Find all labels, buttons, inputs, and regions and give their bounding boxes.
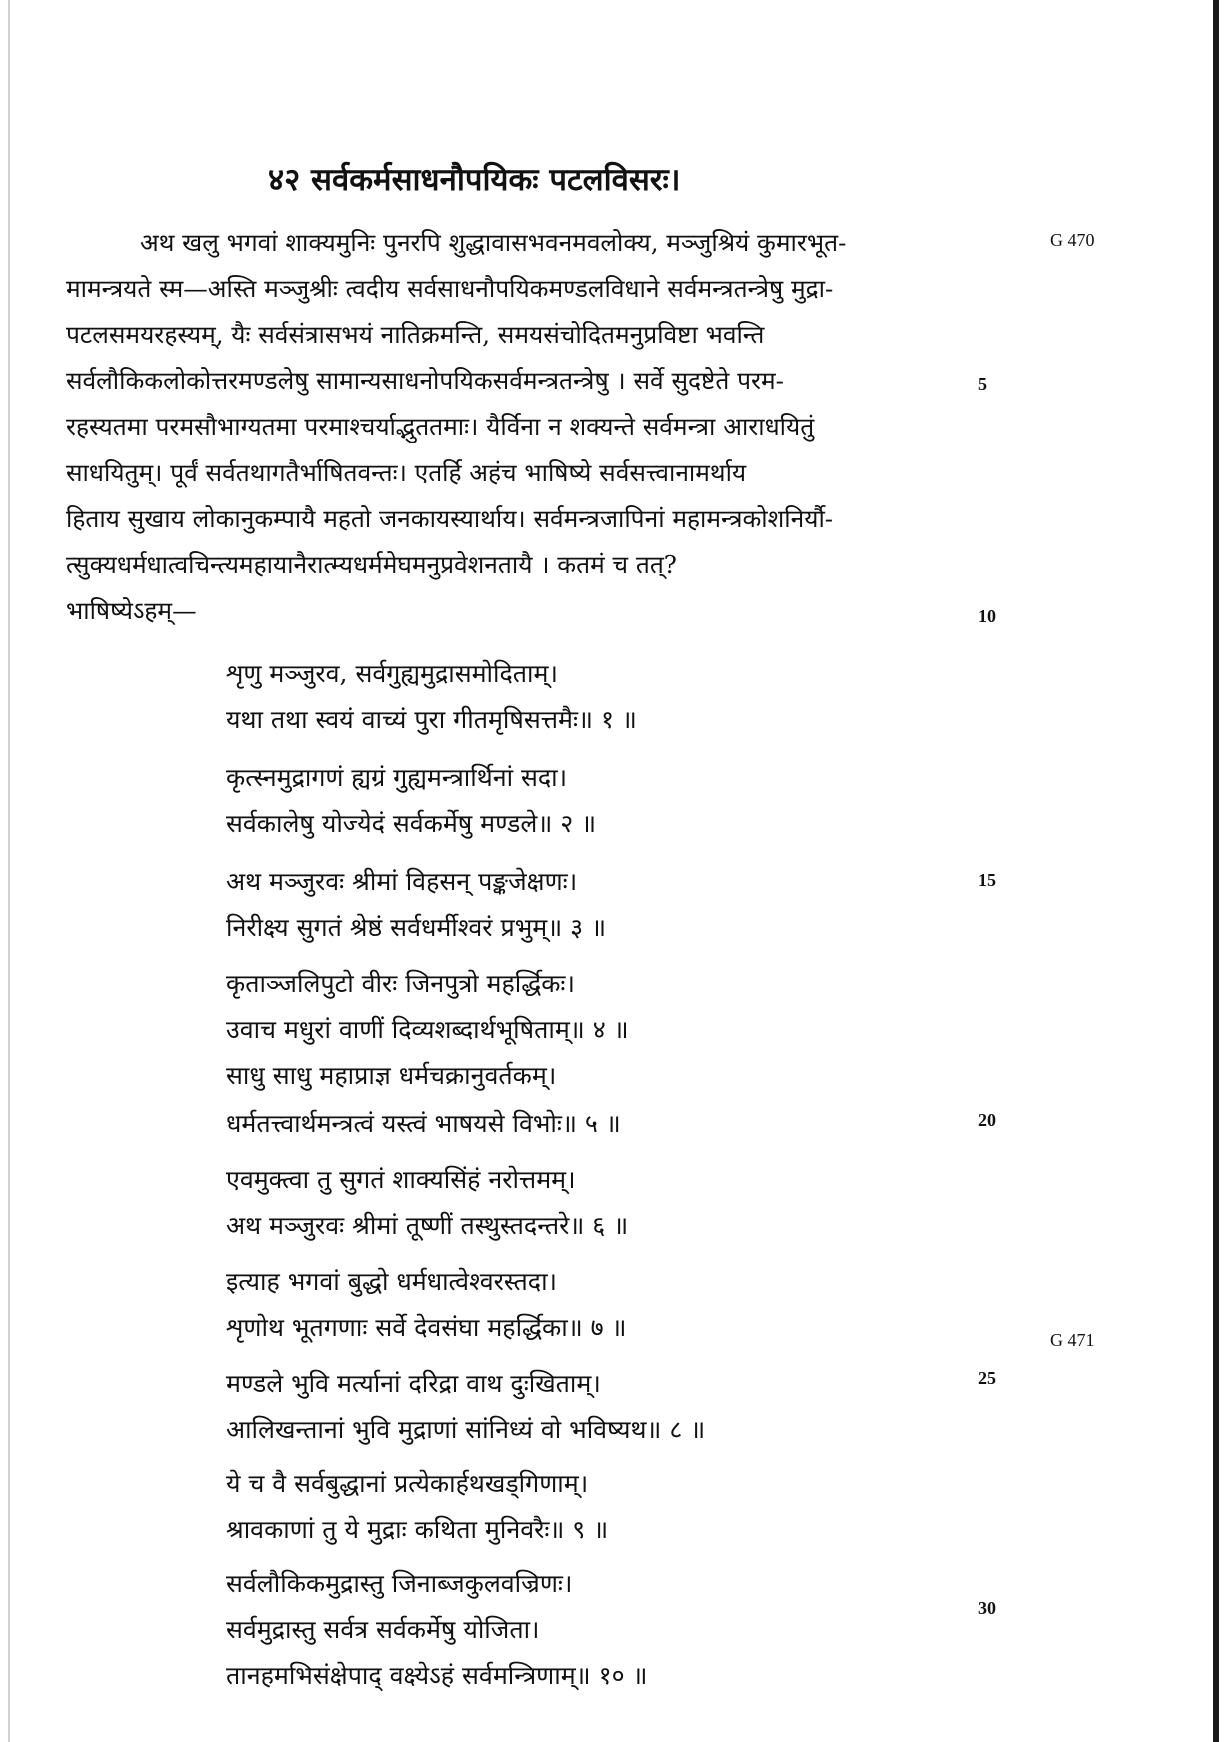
verse-line: इत्याह भगवां बुद्धो धर्मधात्वेश्वरस्तदा। — [226, 1267, 558, 1296]
verse-line: शृणोथ भूतगणाः सर्वे देवसंघा महर्द्धिका॥ ७ ॥ — [226, 1313, 627, 1342]
verse-line: निरीक्ष्य सुगतं श्रेष्ठं सर्वधर्मीश्वरं प्रभुम्॥ ३ ॥ — [226, 913, 607, 942]
prose-line: मामन्त्रयते स्म—अस्ति मञ्जुश्रीः त्वदीय सर्वसाधनौपयिकमण्डलविधाने सर्वमन्त्रतन्त्रेषु मुद्रा- — [66, 274, 834, 303]
verse-line: साधु साधु महाप्राज्ञ धर्मचक्रानुवर्तकम्। — [226, 1061, 557, 1090]
prose-line: त्सुक्यधर्मधात्वचिन्त्यमहायानैरात्म्यधर्ममेघमनुप्रवेशनतायै । कतमं च तत्? — [66, 550, 677, 579]
margin-reference: G 471 — [1050, 1330, 1095, 1350]
line-number: 10 — [978, 606, 996, 626]
prose-line: हिताय सुखाय लोकानुकम्पायै महतो जनकायस्यार्थाय। सर्वमन्त्रजापिनां महामन्त्रकोशनिर्यौ- — [66, 504, 834, 533]
verse-line: कृताञ्जलिपुटो वीरः जिनपुत्रो महर्द्धिकः। — [226, 969, 575, 998]
line-number: 5 — [978, 374, 987, 394]
verse-line: ये च वै सर्वबुद्धानां प्रत्येकार्हथखड्गिणाम्। — [226, 1469, 589, 1498]
prose-line: अथ खलु भगवां शाक्यमुनिः पुनरपि शुद्धावासभवनमवलोक्य, मञ्जुश्रियं कुमारभूत- — [140, 228, 847, 257]
verse-line: अथ मञ्जुरवः श्रीमां तूष्णीं तस्थुस्तदन्तरे॥ ६ ॥ — [226, 1211, 629, 1240]
verse-line: आलिखन्तानां भुवि मुद्राणां सांनिध्यं वो भविष्यथ॥ ८ ॥ — [226, 1415, 706, 1444]
line-number: 20 — [978, 1110, 996, 1130]
verse-line: सर्वकालेषु योज्येदं सर्वकर्मेषु मण्डले॥ २ ॥ — [226, 809, 597, 838]
prose-line: रहस्यतमा परमसौभाग्यतमा परमाश्चर्याद्भुततमाः। यैर्विना न शक्यन्ते सर्वमन्त्रा आराधयितुं — [66, 412, 815, 441]
margin-reference: G 470 — [1050, 230, 1095, 250]
verse-line: कृत्स्नमुद्रागणं ह्यग्रं गुह्यमन्त्रार्थिनां सदा। — [226, 763, 568, 792]
verse-line: एवमुक्त्वा तु सुगतं शाक्यसिंहं नरोत्तमम्। — [226, 1165, 576, 1194]
prose-line: साधयितुम्। पूर्वं सर्वतथागतैर्भाषितवन्तः। एतर्हि अहंच भाषिष्ये सर्वसत्त्वानामर्थाय — [66, 458, 747, 487]
page-left-edge-shadow — [8, 0, 10, 1742]
verse-line: अथ मञ्जुरवः श्रीमां विहसन् पङ्कजेक्षणः। — [226, 867, 578, 896]
prose-line: सर्वलौकिकलोकोत्तरमण्डलेषु सामान्यसाधनोपयिकसर्वमन्त्रतन्त्रेषु । सर्वे सुदष्टेते परम- — [66, 366, 784, 395]
verse-line: उवाच मधुरां वाणीं दिव्यशब्दार्थभूषिताम्॥ ४ ॥ — [226, 1015, 629, 1044]
verse-line: सर्वमुद्रास्तु सर्वत्र सर्वकर्मेषु योजिता। — [226, 1615, 540, 1644]
verse-line: सर्वलौकिकमुद्रास्तु जिनाब्जकुलवज्रिणः। — [226, 1569, 573, 1598]
verse-line: श्रावकाणां तु ये मुद्राः कथिता मुनिवरैः॥ ९ ॥ — [226, 1515, 609, 1544]
prose-line: भाषिष्येऽहम्— — [66, 596, 197, 625]
page-right-edge-border — [1213, 0, 1219, 1742]
verse-line: मण्डले भुवि मर्त्यानां दरिद्रा वाथ दुःखिताम्। — [226, 1369, 601, 1398]
verse-line: शृणु मञ्जुरव, सर्वगुह्यमुद्रासमोदिताम्। — [226, 659, 558, 688]
verse-line: तानहमभिसंक्षेपाद् वक्ष्येऽहं सर्वमन्त्रिणाम्॥ १० ॥ — [226, 1661, 648, 1690]
verse-line: यथा तथा स्वयं वाच्यं पुरा गीतमृषिसत्तमैः॥ १ ॥ — [226, 705, 637, 734]
line-number: 15 — [978, 870, 996, 890]
line-number: 25 — [978, 1368, 996, 1388]
chapter-title: ४२ सर्वकर्मसाधनौपयिकः पटलविसरः। — [268, 162, 681, 198]
line-number: 30 — [978, 1598, 996, 1618]
prose-line: पटलसमयरहस्यम्, यैः सर्वसंत्रासभयं नातिक्रमन्ति, समयसंचोदितमनुप्रविष्टा भवन्ति — [66, 320, 765, 349]
verse-line: धर्मतत्त्वार्थमन्त्रत्वं यस्त्वं भाषयसे विभोः॥ ५ ॥ — [226, 1109, 621, 1138]
